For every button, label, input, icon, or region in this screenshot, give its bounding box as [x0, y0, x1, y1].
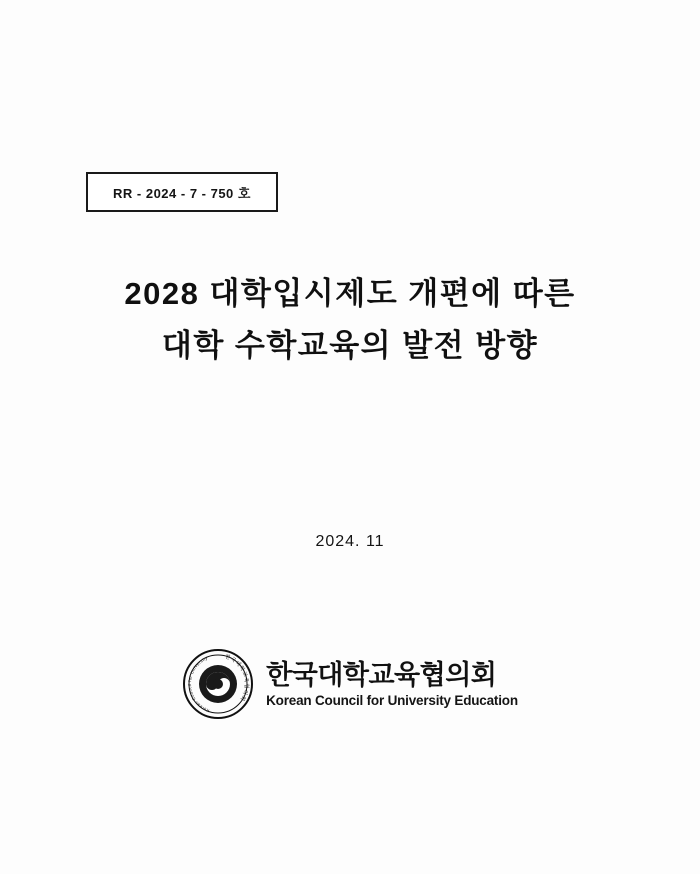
publisher-name-en: Korean Council for University Education — [266, 692, 518, 708]
svg-text:Korean Council for University: Korean Council for University — [187, 655, 211, 714]
title-line-2: 대학 수학교육의 발전 방향 — [161, 328, 539, 363]
publication-date-text: 2024. 11 — [315, 533, 385, 550]
kcue-circular-seal-icon — [182, 648, 254, 720]
publisher-logo — [0, 648, 700, 720]
publication-date — [0, 533, 700, 551]
report-number-box — [86, 172, 278, 212]
publisher-name-kr: 한국대학교육협의회 — [266, 659, 497, 690]
publisher-name-group — [266, 660, 518, 709]
page-title — [0, 268, 700, 372]
title-line-1: 2028 대학입시제도 개편에 따른 — [124, 276, 576, 311]
report-number-text: RR - 2024 - 7 - 750 호 — [113, 185, 251, 201]
svg-text:한국대학교육협의회: 한국대학교육협의회 — [224, 653, 250, 702]
